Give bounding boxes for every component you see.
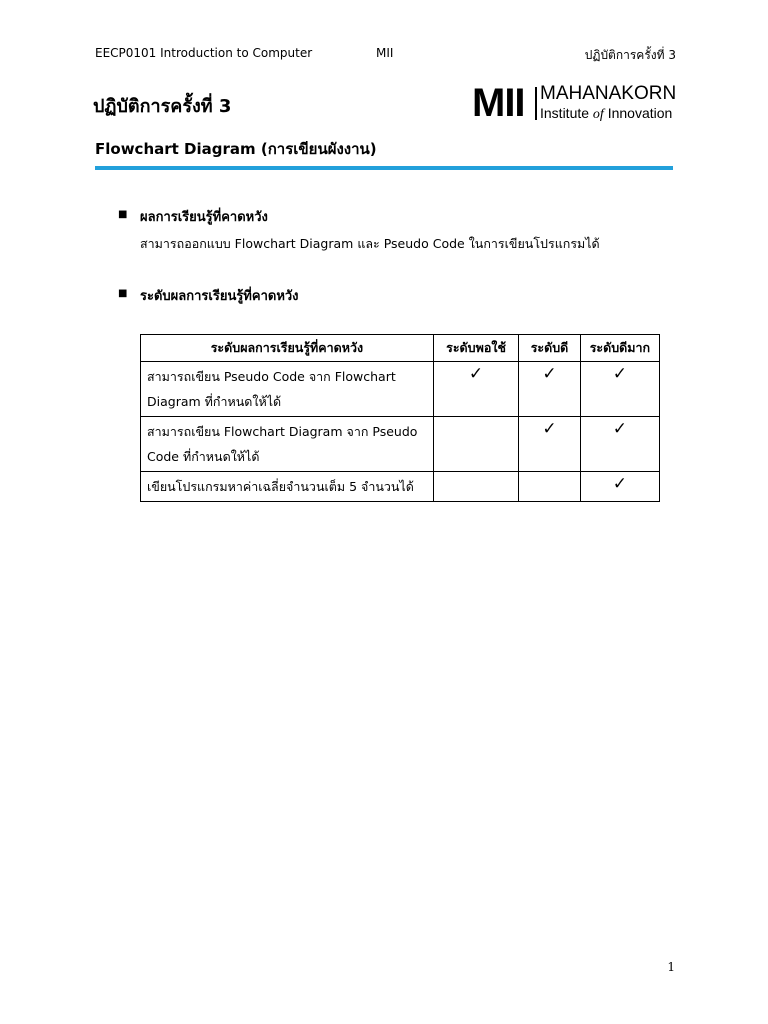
logo-subtitle: Institute of Innovation [540, 105, 673, 122]
section-subtitle: Flowchart Diagram (การเขียนผังงาน) [95, 140, 377, 158]
check-icon [519, 472, 581, 502]
table-header: ระดับพอใช้ [433, 335, 518, 362]
learning-outcome-table [140, 334, 660, 502]
section-heading: ระดับผลการเรียนรู้ที่คาดหวัง [140, 289, 299, 304]
table-row [141, 362, 660, 417]
check-icon: ✓ [433, 362, 518, 417]
logo-mark: MII [472, 81, 525, 125]
check-icon: ✓ [519, 362, 581, 417]
table-header-row [141, 335, 660, 362]
table-header: ระดับดีมาก [580, 335, 659, 362]
check-icon: ✓ [519, 417, 581, 472]
table-cell-label: สามารถเขียน Pseudo Code จาก Flowchart Diagram ที่กำหนดให้ได้ [141, 362, 434, 417]
header-lab: ปฏิบัติการครั้งที่ 3 [584, 48, 676, 62]
check-icon: ✓ [580, 472, 659, 502]
check-icon: ✓ [580, 417, 659, 472]
check-icon: ✓ [580, 362, 659, 417]
page-title: ปฏิบัติการครั้งที่ 3 [93, 96, 232, 117]
section-text: สามารถออกแบบ Flowchart Diagram และ Pseudo Code ในการเขียนโปรแกรมได้ [140, 236, 600, 251]
table-row [141, 472, 660, 502]
title-underline [95, 166, 673, 170]
institute-logo [472, 81, 678, 125]
table-cell-label: สามารถเขียน Flowchart Diagram จาก Pseudo Code ที่กำหนดให้ได้ [141, 417, 434, 472]
table-header: ระดับดี [519, 335, 581, 362]
check-icon [433, 472, 518, 502]
section-heading: ผลการเรียนรู้ที่คาดหวัง [140, 210, 268, 225]
table-row [141, 417, 660, 472]
page-number: 1 [667, 960, 675, 974]
table-cell-label: เขียนโปรแกรมหาค่าเฉลี่ยจำนวนเต็ม 5 จำนวนได้ [141, 472, 434, 502]
check-icon [433, 417, 518, 472]
table-header: ระดับผลการเรียนรู้ที่คาดหวัง [141, 335, 434, 362]
logo-name: MAHANAKORN [540, 83, 677, 104]
bullet-icon: ■ [118, 209, 128, 220]
header-center: MII [376, 46, 394, 60]
logo-divider [535, 87, 537, 120]
header-course: EECP0101 Introduction to Computer [95, 46, 313, 60]
bullet-icon: ■ [118, 288, 128, 299]
